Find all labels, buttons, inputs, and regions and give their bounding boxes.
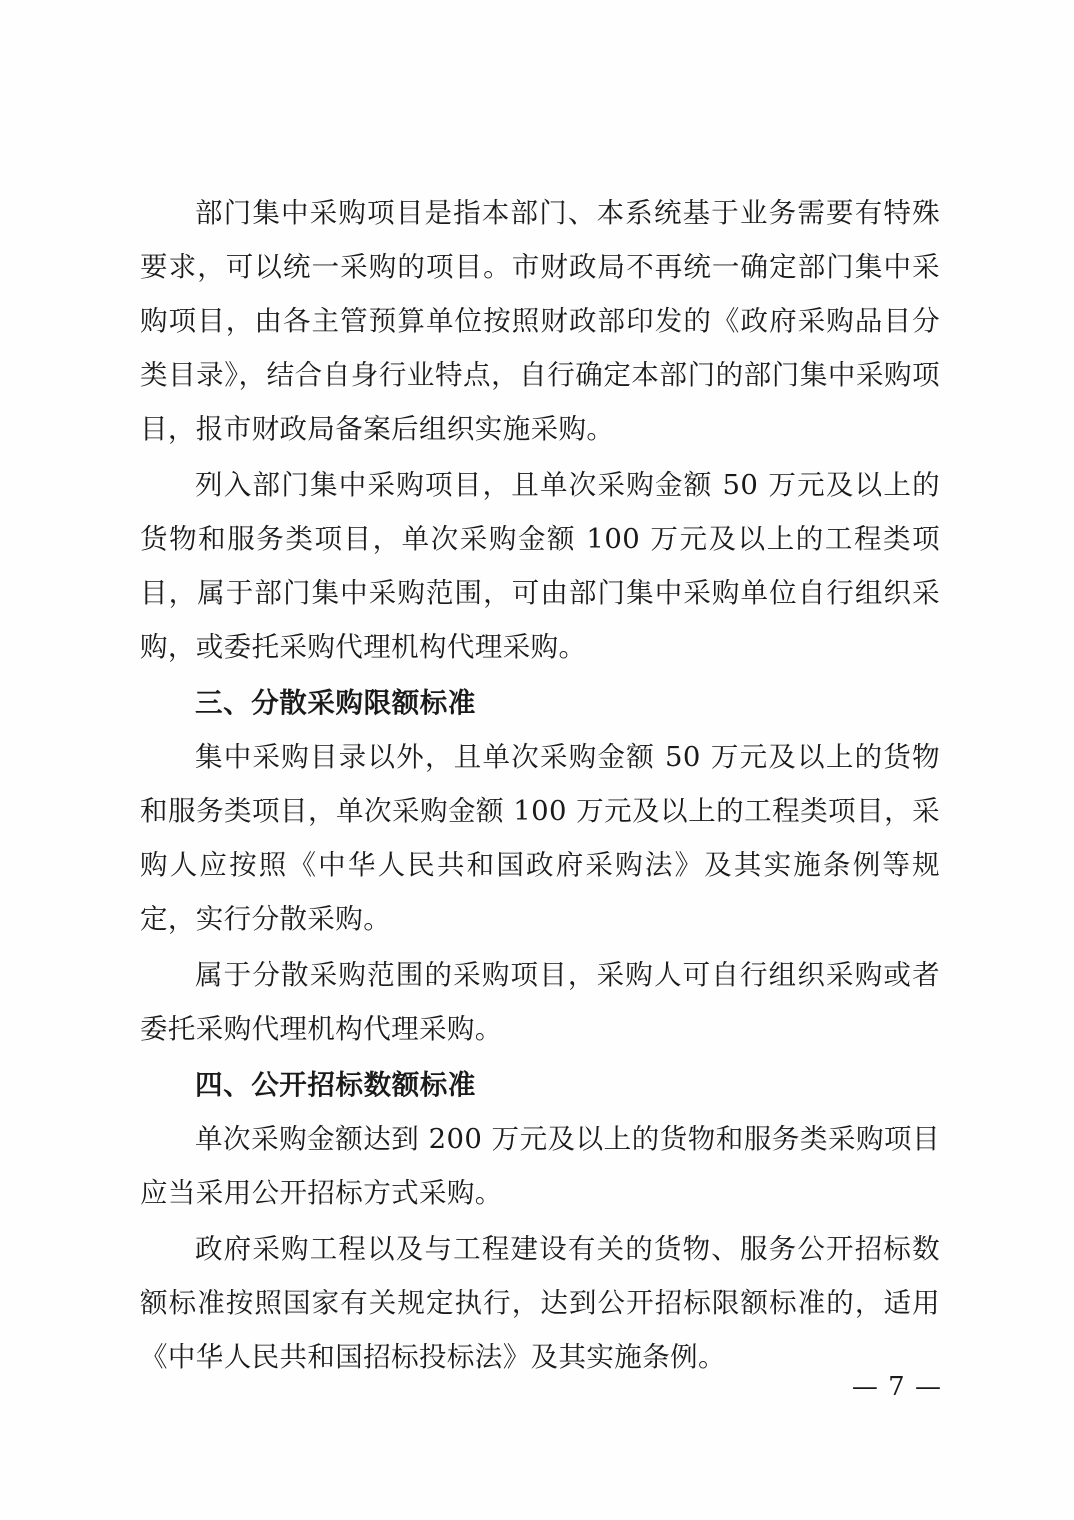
section-heading: 三、分散采购限额标准	[195, 687, 476, 719]
paragraph: 单次采购金额达到 200 万元及以上的货物和服务类采购项目应当采用公开招标方式采购。	[140, 1123, 940, 1209]
section-heading: 四、公开招标数额标准	[195, 1069, 476, 1101]
paragraph: 列入部门集中采购项目，且单次采购金额 50 万元及以上的货物和服务类项目，单次采购金额 100 万元及以上的工程类项目，属于部门集中采购范围，可由部门集中采购单位自行组织采购，或委托采购代理机构代理采购。	[140, 469, 940, 663]
page-number: — 7 —	[851, 1372, 942, 1402]
paragraph: 集中采购目录以外，且单次采购金额 50 万元及以上的货物和服务类项目，单次采购金额 100 万元及以上的工程类项目，采购人应按照《中华人民共和国政府采购法》及其实施条例等规定，实行分散采购。	[140, 741, 940, 935]
paragraph: 部门集中采购项目是指本部门、本系统基于业务需要有特殊要求，可以统一采购的项目。市财政局不再统一确定部门集中采购项目，由各主管预算单位按照财政部印发的《政府采购品目分类目录》，结合自身行业特点，自行确定本部门的部门集中采购项目，报市财政局备案后组织实施采购。	[140, 197, 940, 445]
paragraph: 政府采购工程以及与工程建设有关的货物、服务公开招标数额标准按照国家有关规定执行，达到公开招标限额标准的，适用《中华人民共和国招标投标法》及其实施条例。	[140, 1233, 940, 1373]
paragraph: 属于分散采购范围的采购项目，采购人可自行组织采购或者委托采购代理机构代理采购。	[140, 959, 940, 1045]
document-body	[140, 186, 940, 1386]
